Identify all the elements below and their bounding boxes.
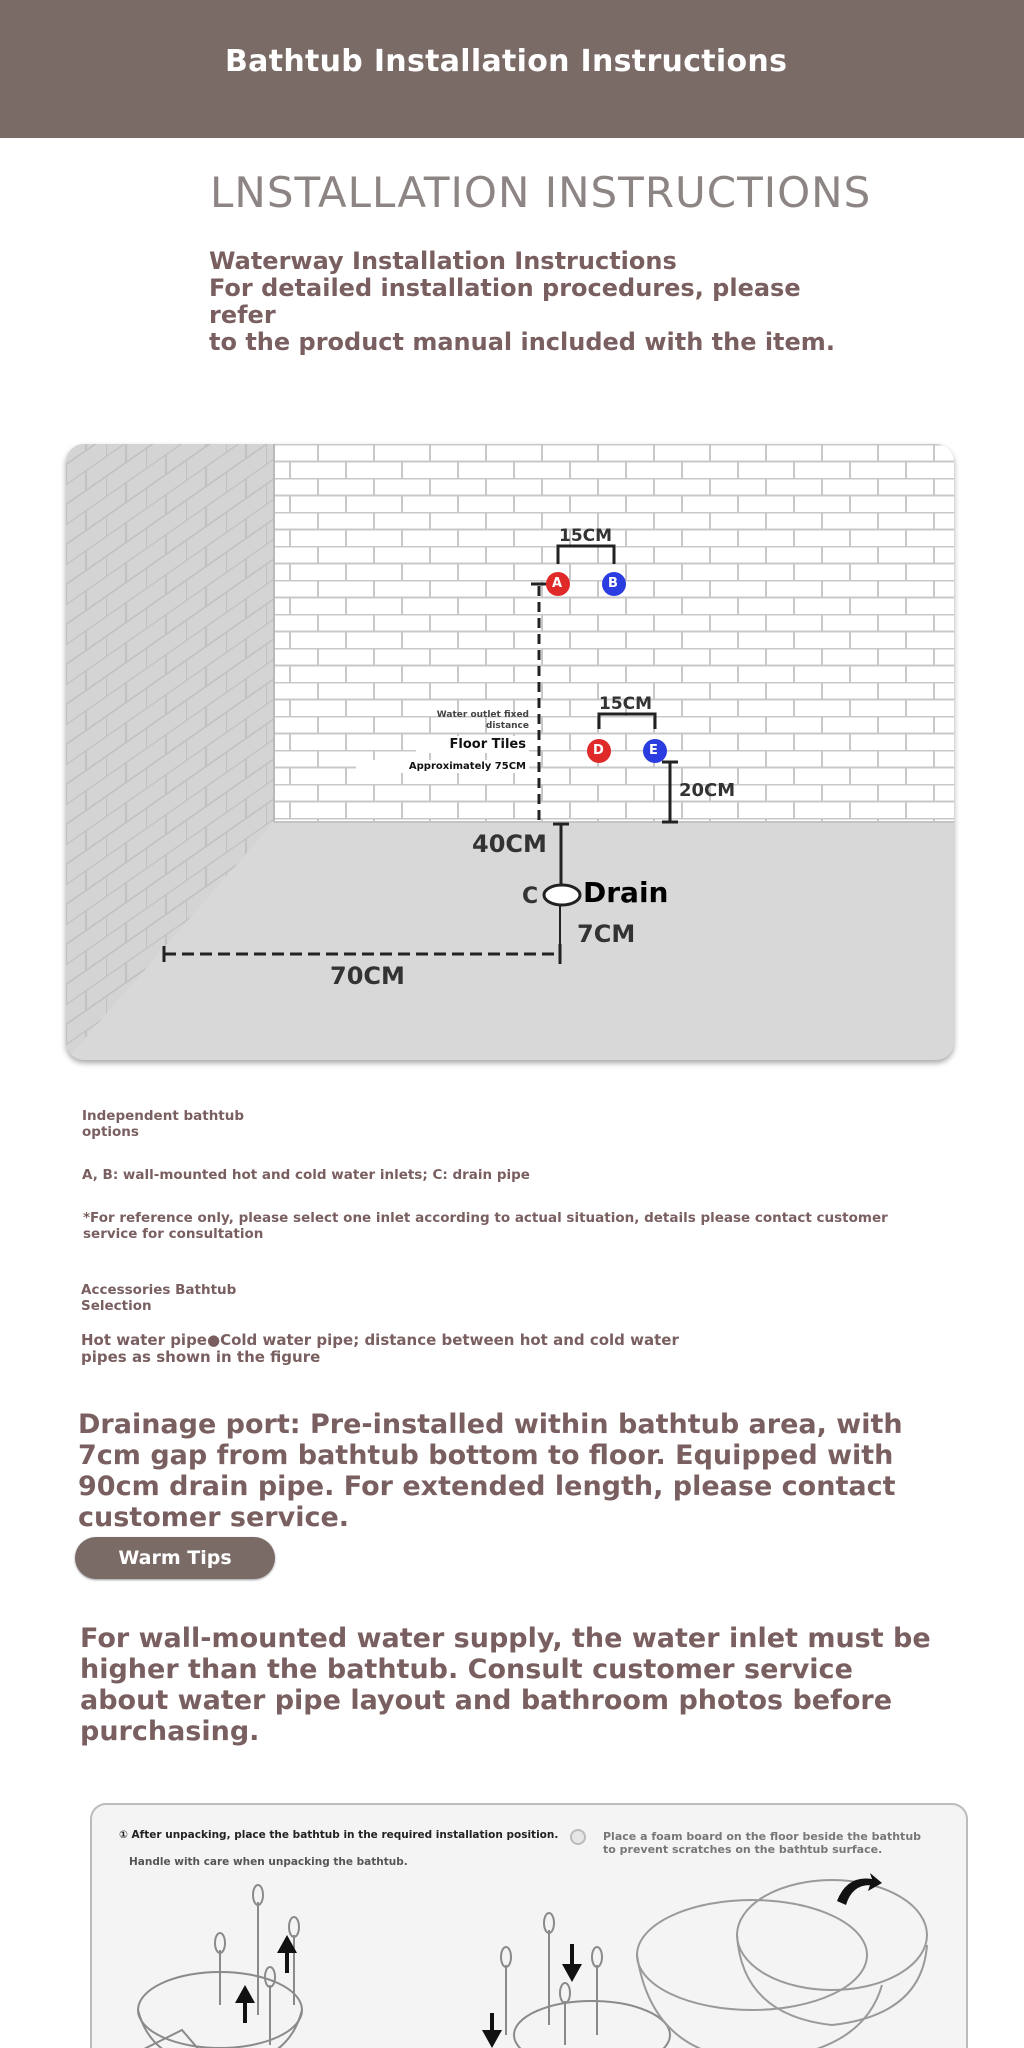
dim-de-label: 15CM: [599, 694, 653, 714]
intro-title: Waterway Installation Instructions: [209, 247, 677, 275]
intro-block: [209, 248, 849, 356]
bathtub-sketches: [92, 1865, 968, 2048]
installation-diagram: [66, 444, 954, 1060]
inlet-a-letter: A: [552, 576, 563, 591]
drainage-description: Drainage port: Pre-installed within bathtub area, with 7cm gap from bathtub bottom to floor. Equipped with 90cm drain pipe. For extended length, please contact customer service.: [78, 1409, 903, 1533]
dim-7-label: 7CM: [577, 920, 636, 948]
drain-label: Drain: [583, 876, 669, 909]
dim-ab-label: 15CM: [559, 526, 613, 546]
foam-board-note: Place a foam board on the floor beside the bathtub to prevent scratches on the bathtub surface.: [603, 1830, 922, 1856]
inlet-e-letter: E: [649, 743, 658, 758]
bathtub-sketch-middle: [501, 1913, 670, 2048]
note-floor-tiles: Floor Tiles: [416, 736, 529, 753]
page-title: Bathtub Installation Instructions: [225, 44, 788, 79]
dim-70-label: 70CM: [330, 962, 405, 990]
lower-arrow-2: [482, 2013, 502, 2048]
note-fixed-distance: Water outlet fixed distance: [436, 710, 529, 731]
unpacking-illustration: [90, 1803, 968, 2048]
inlet-b-letter: B: [608, 576, 618, 591]
accessories-desc: Hot water pipe●Cold water pipe; distance between hot and cold water pipes as shown in the figure: [81, 1331, 679, 1366]
lift-arrow-2: [235, 1985, 255, 2023]
inlet-d-letter: D: [593, 743, 604, 758]
warm-tips-badge: Warm Tips: [75, 1537, 275, 1579]
accessories-title: Accessories Bathtub Selection: [81, 1282, 237, 1314]
section-heading: LNSTALLATION INSTRUCTIONS: [210, 168, 872, 217]
unpack-step-1: ① After unpacking, place the bathtub in the required installation position.: [119, 1829, 559, 1841]
independent-options-title: Independent bathtub options: [82, 1108, 245, 1140]
drain-outlet: [544, 885, 580, 905]
dim-20-label: 20CM: [679, 780, 736, 801]
foam-board-icon: [568, 1827, 588, 1847]
unpack-step-1-note: Handle with care when unpacking the bathtub.: [129, 1856, 408, 1868]
warm-tips-text: For wall-mounted water supply, the water inlet must be higher than the bathtub. Consult customer service about water pipe layout and bathroom photos before purchasing.: [80, 1623, 931, 1747]
reference-note: *For reference only, please select one inlet according to actual situation, details please contact customer service for consultation: [83, 1210, 888, 1242]
bathtub-sketch-left: [132, 1885, 302, 2048]
rotate-arrow: [837, 1873, 882, 1905]
note-approx-distance: Approximately 75CM: [356, 760, 529, 773]
header-banner: [0, 0, 1024, 138]
lower-arrow-1: [562, 1944, 582, 1982]
independent-options-desc: A, B: wall-mounted hot and cold water inlets; C: drain pipe: [82, 1167, 530, 1183]
bathtub-sketch-right: [637, 1880, 927, 2048]
drain-letter: C: [522, 884, 539, 909]
intro-description: For detailed installation procedures, please refer to the product manual included with the item.: [209, 274, 835, 356]
dim-40-label: 40CM: [472, 830, 547, 858]
